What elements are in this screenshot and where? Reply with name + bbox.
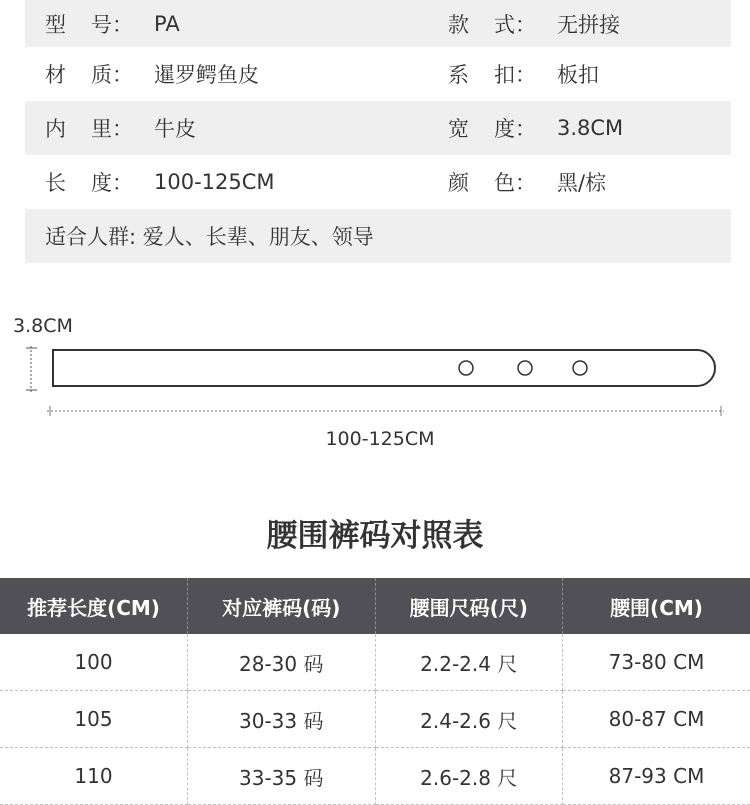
spec-value-lining: 牛皮: [154, 101, 196, 155]
spec-value-length: 100-125CM: [154, 155, 275, 209]
table-row: [0, 634, 750, 691]
cell-pants-size: 33-35 码: [188, 748, 376, 805]
belt-strap: [53, 350, 715, 386]
header-waist-chi: 腰围尺码(尺): [375, 578, 563, 634]
spec-key-width: 宽 度：: [448, 113, 536, 143]
size-chart-table: [0, 578, 750, 805]
spec-row-audience: [25, 209, 731, 263]
spec-row-lining: [25, 101, 731, 155]
spec-value-color: 黑/棕: [557, 155, 606, 209]
size-chart-title: 腰围裤码对照表: [0, 510, 750, 555]
cell-waist-chi: 2.6-2.8 尺: [375, 748, 563, 805]
belt-diagram: [0, 310, 750, 460]
spec-key-lining: 内 里：: [45, 113, 133, 143]
cell-waist-cm: 80-87 CM: [563, 691, 750, 748]
spec-row-length: [25, 155, 731, 209]
header-recommended-length: 推荐长度(CM): [0, 578, 188, 634]
spec-row-material: [25, 47, 731, 101]
spec-value-style: 无拼接: [557, 0, 620, 47]
header-pants-size: 对应裤码(码): [188, 578, 376, 634]
spec-audience: 适合人群: 爱人、长辈、朋友、领导: [45, 209, 374, 263]
spec-key-color: 颜 色：: [448, 167, 536, 197]
belt-length-label: 100-125CM: [0, 428, 750, 450]
spec-key-length: 长 度：: [45, 167, 133, 197]
cell-pants-size: 30-33 码: [188, 691, 376, 748]
spec-value-model: PA: [154, 0, 180, 47]
size-chart-header-row: [0, 578, 750, 634]
spec-table: [25, 0, 731, 263]
header-waist-cm: 腰围(CM): [563, 578, 750, 634]
cell-pants-size: 28-30 码: [188, 634, 376, 691]
cell-length: 110: [0, 748, 188, 805]
cell-waist-cm: 73-80 CM: [563, 634, 750, 691]
cell-waist-chi: 2.2-2.4 尺: [375, 634, 563, 691]
belt-width-label: 3.8CM: [13, 315, 73, 337]
spec-key-buckle: 系 扣：: [448, 59, 536, 89]
cell-waist-chi: 2.4-2.6 尺: [375, 691, 563, 748]
cell-length: 100: [0, 634, 188, 691]
table-row: [0, 691, 750, 748]
spec-value-material: 暹罗鳄鱼皮: [154, 47, 259, 101]
cell-length: 105: [0, 691, 188, 748]
spec-value-buckle: 板扣: [557, 47, 599, 101]
cell-waist-cm: 87-93 CM: [563, 748, 750, 805]
spec-value-width: 3.8CM: [557, 101, 623, 155]
spec-row-model: [25, 0, 731, 47]
spec-key-model: 型 号：: [45, 9, 133, 39]
spec-key-style: 款 式：: [448, 9, 536, 39]
table-row: [0, 748, 750, 805]
spec-key-material: 材 质：: [45, 59, 133, 89]
